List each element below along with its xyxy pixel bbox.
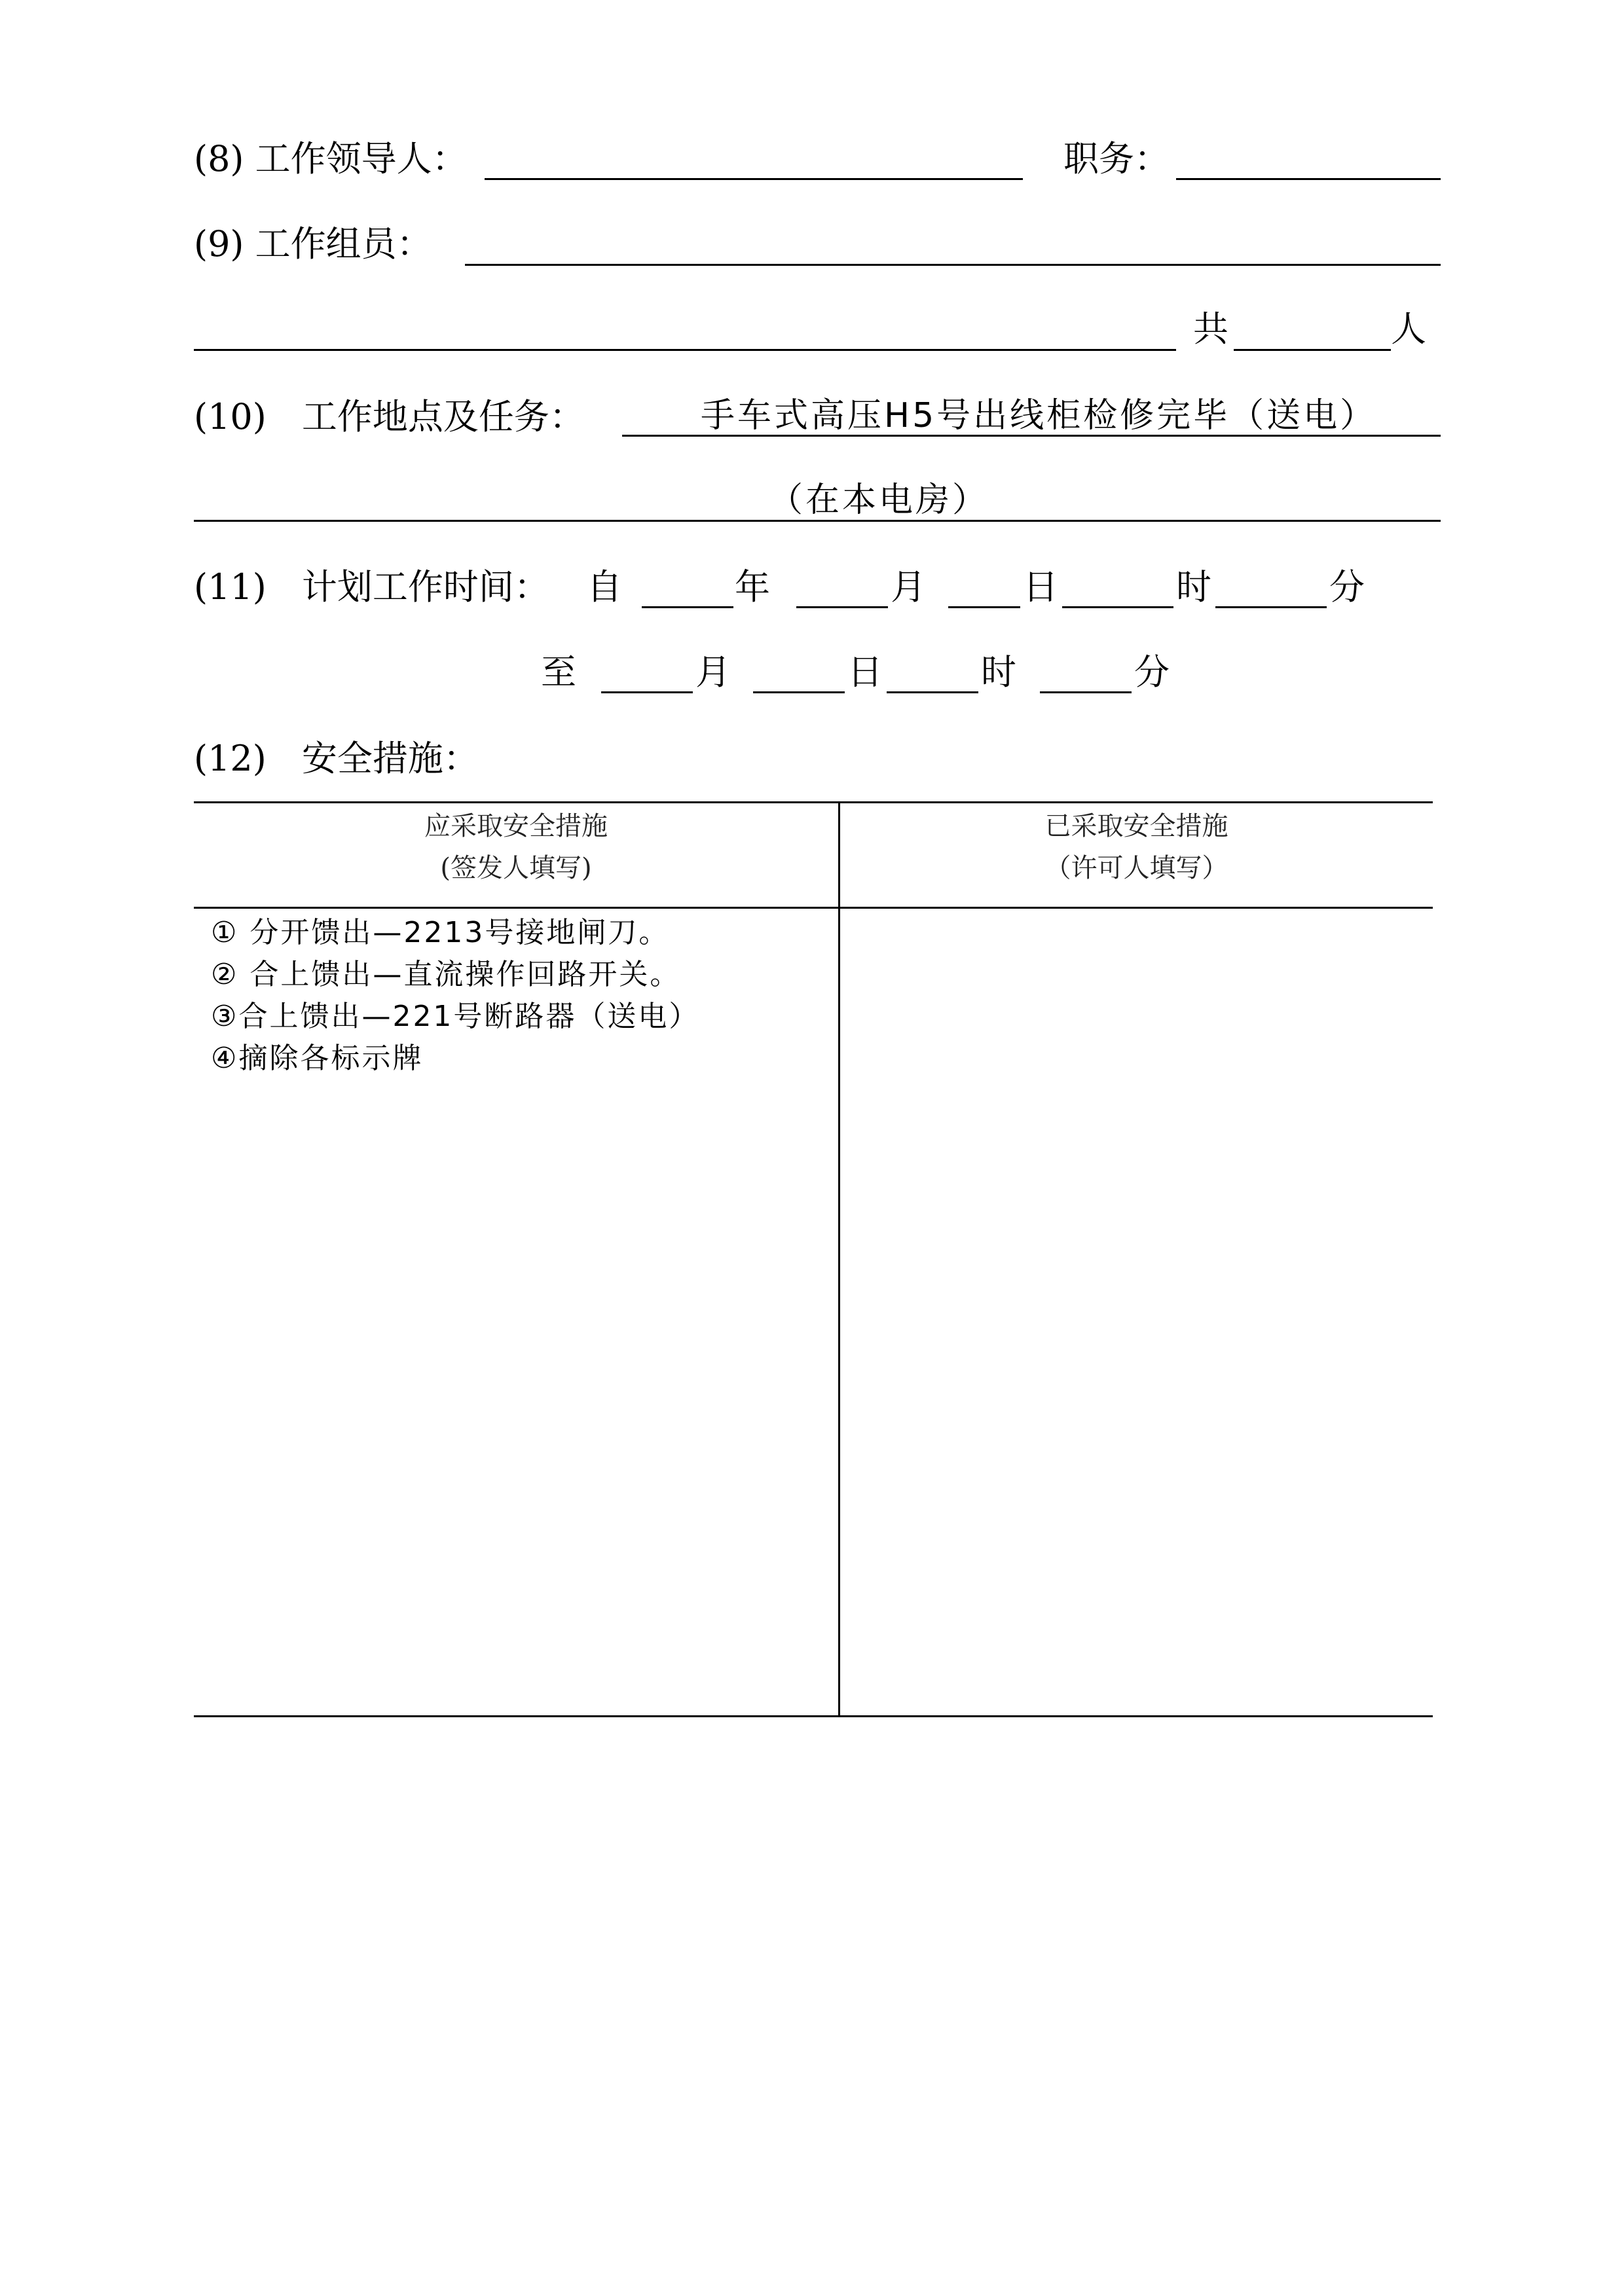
measure-item-2: ② 合上馈出—直流操作回路开关。 — [211, 958, 681, 991]
position-label: 职务： — [1063, 138, 1170, 179]
measure-item-1: ① 分开馈出—2213号接地闸刀。 — [211, 916, 670, 949]
table-header-divider — [194, 907, 1433, 909]
required-measures-header — [194, 805, 838, 889]
task-value: 手车式高压H5号出线柜检修完毕（送电） — [701, 396, 1377, 435]
from-month-unit: 月 — [891, 566, 926, 608]
from-month-input[interactable] — [796, 606, 888, 608]
to-hour-unit: 时 — [981, 651, 1016, 693]
planned-time-label: (11) 计划工作时间： — [194, 566, 549, 608]
from-minute-unit: 分 — [1329, 566, 1365, 608]
table-column-divider — [838, 801, 840, 1717]
from-label: 自 — [587, 566, 622, 608]
to-label: 至 — [541, 651, 576, 693]
to-day-input[interactable] — [753, 691, 845, 693]
required-measures-title: 应采取安全措施 — [424, 811, 608, 841]
member-count-input[interactable] — [1234, 349, 1391, 351]
to-minute-input[interactable] — [1040, 691, 1132, 693]
leader-label: (8) 工作领导人： — [194, 138, 468, 179]
to-minute-unit: 分 — [1134, 651, 1170, 693]
members-input-line2[interactable] — [194, 349, 1176, 351]
member-count-prefix: 共 — [1193, 308, 1228, 350]
measure-item-4: ④摘除各标示牌 — [211, 1042, 424, 1075]
position-input[interactable] — [1176, 178, 1441, 180]
taken-measures-note: （许可人填写） — [1044, 853, 1228, 883]
measure-item-3: ③合上馈出—221号断路器（送电） — [211, 1000, 700, 1033]
location-task-label: (10) 工作地点及任务： — [194, 396, 585, 437]
taken-measures-title: 已采取安全措施 — [1044, 811, 1228, 841]
taken-measures-header — [840, 805, 1433, 889]
location-input-line[interactable] — [194, 520, 1441, 522]
leader-input[interactable] — [485, 178, 1023, 180]
to-hour-input[interactable] — [887, 691, 978, 693]
from-day-input[interactable] — [948, 606, 1020, 608]
from-hour-input[interactable] — [1062, 606, 1173, 608]
to-month-unit: 月 — [695, 651, 731, 693]
location-value: （在本电房） — [769, 481, 989, 520]
members-input-line1[interactable] — [465, 264, 1441, 266]
taken-measures-input-area[interactable] — [845, 913, 1428, 1712]
from-year-unit: 年 — [735, 566, 770, 608]
to-month-input[interactable] — [601, 691, 693, 693]
required-measures-note: (签发人填写) — [440, 853, 592, 883]
safety-measures-label: (12) 安全措施： — [194, 738, 479, 779]
table-bottom-border — [194, 1715, 1433, 1717]
to-day-unit: 日 — [847, 651, 883, 693]
from-hour-unit: 时 — [1176, 566, 1211, 608]
from-year-input[interactable] — [642, 606, 733, 608]
member-count-unit: 人 — [1391, 308, 1426, 350]
from-minute-input[interactable] — [1215, 606, 1327, 608]
members-label: (9) 工作组员： — [194, 223, 432, 264]
table-top-border — [194, 801, 1433, 803]
from-day-unit: 日 — [1023, 566, 1058, 608]
task-input-line[interactable] — [622, 435, 1441, 437]
